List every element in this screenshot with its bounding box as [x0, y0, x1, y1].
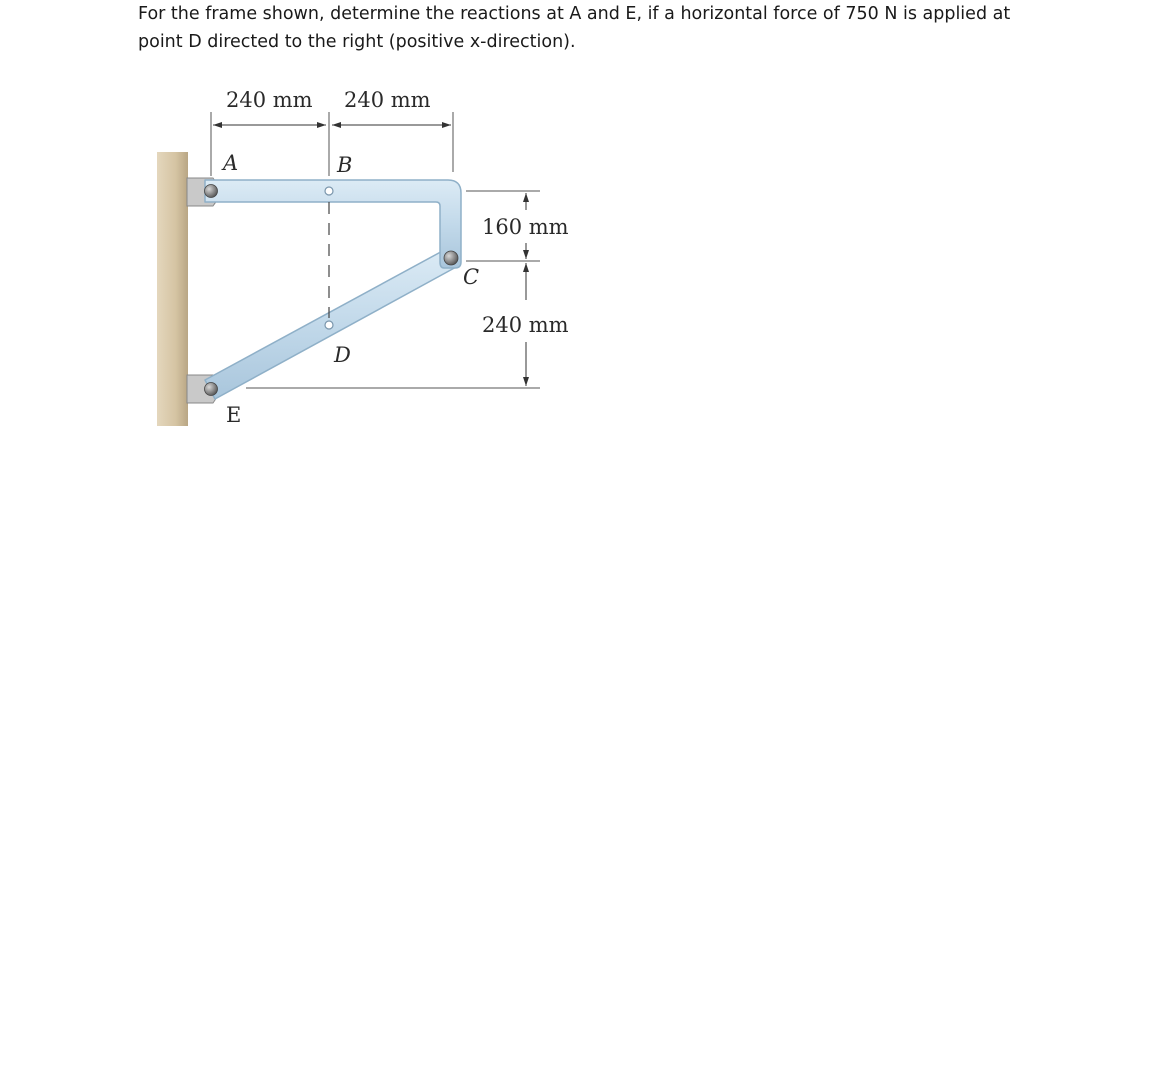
- point-label-b: B: [337, 153, 353, 177]
- pin-e: [205, 383, 218, 396]
- pin-c: [444, 251, 458, 265]
- point-label-c: C: [463, 265, 480, 289]
- dim-label-right-lower: 240 mm: [482, 313, 569, 337]
- point-d-marker: [325, 321, 333, 329]
- point-b-marker: [325, 187, 333, 195]
- pin-a: [205, 185, 218, 198]
- problem-line-2: point D directed to the right (positive x-direction).: [138, 32, 576, 52]
- point-label-e: E: [226, 403, 242, 427]
- dim-label-top-right: 240 mm: [344, 88, 431, 112]
- support-wall: [157, 152, 188, 426]
- dim-label-top-left: 240 mm: [226, 88, 313, 112]
- problem-line-1: For the frame shown, determine the reactions at A and E, if a horizontal force of 750 N is applied at: [138, 4, 1011, 24]
- dim-label-right-upper: 160 mm: [482, 215, 569, 239]
- point-label-a: A: [223, 151, 239, 175]
- point-label-d: D: [334, 343, 351, 367]
